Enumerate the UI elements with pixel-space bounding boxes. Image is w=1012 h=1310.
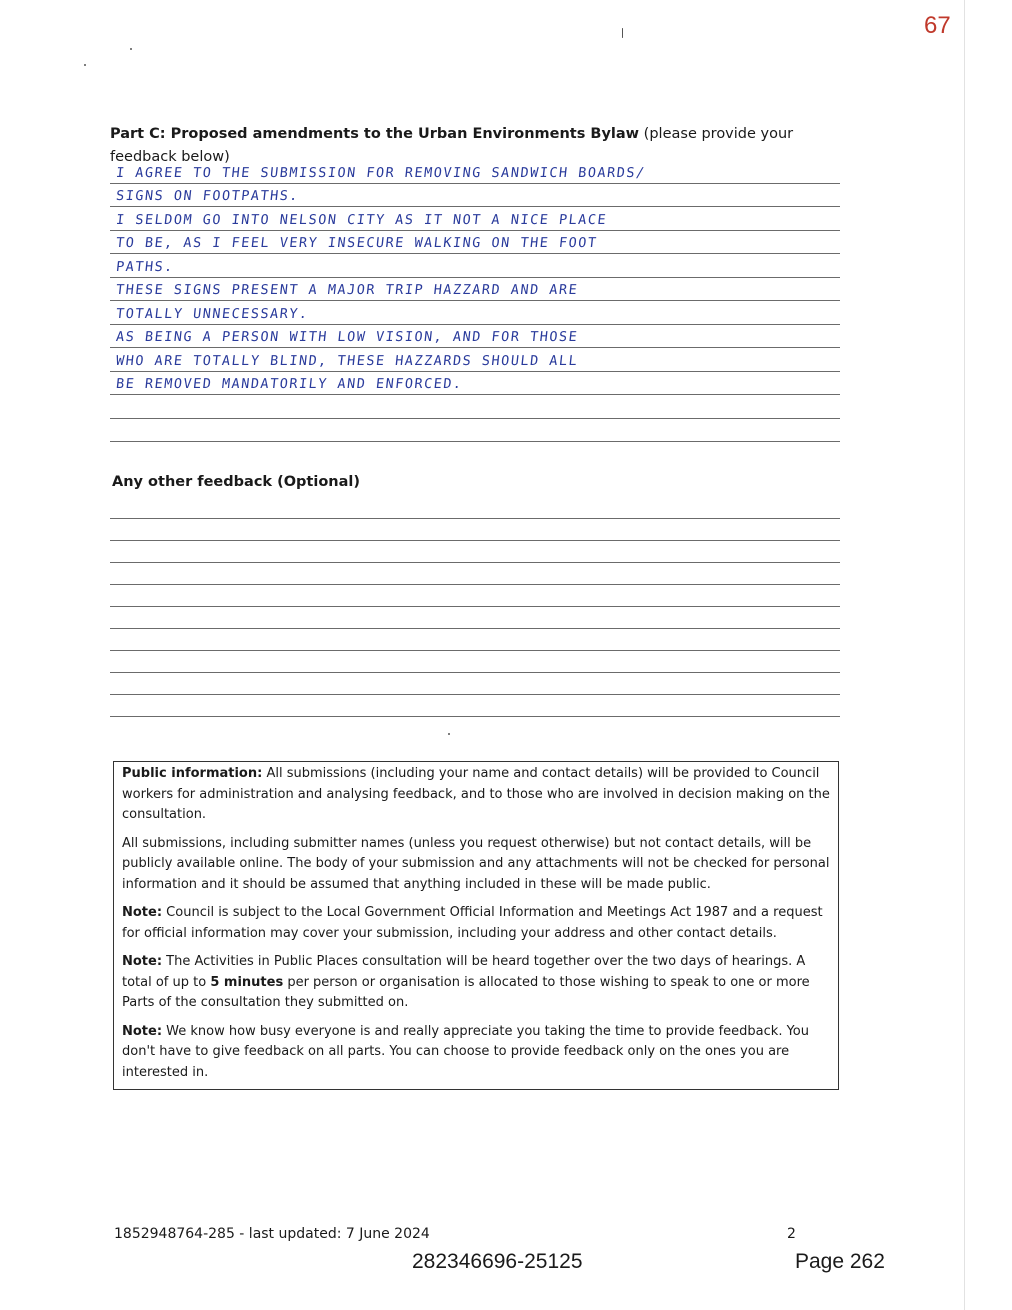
- handwritten-line: [110, 348, 840, 372]
- handwritten-text: BE REMOVED MANDATORILY AND ENFORCED.: [115, 376, 464, 392]
- note-label: Note:: [122, 905, 163, 920]
- handwritten-line: [110, 278, 840, 302]
- note-lgoima-text: Council is subject to the Local Government Official Information and Meetings Act 1987 and a request for official information may cover your submission, including your address and other contact details.: [122, 905, 823, 941]
- public-info-paragraph: [122, 764, 830, 826]
- handwritten-text: WHO ARE TOTALLY BLIND, THESE HAZZARDS SHOULD ALL: [115, 352, 579, 369]
- public-information-box: [113, 761, 839, 1090]
- feedback-line: [110, 541, 840, 563]
- public-info-text: All submissions (including your name and contact details) will be provided to Council workers for administration and analysing feedback, and to those who are involved in decision making on the consultation.: [122, 766, 830, 822]
- feedback-line: [110, 563, 840, 585]
- speaking-time: 5 minutes: [210, 974, 284, 990]
- note-hearings-text: The Activities in Public Places consultation will be heard together over the two days of hearings. A total of up to: [122, 954, 806, 990]
- note-hearings-paragraph: [122, 952, 830, 1014]
- handwritten-line: [110, 372, 840, 396]
- handwritten-text: TOTALLY UNNECESSARY.: [115, 305, 310, 322]
- handwritten-line: [110, 207, 840, 231]
- feedback-line: [110, 673, 840, 695]
- handwritten-line: [110, 231, 840, 255]
- handwritten-feedback-area[interactable]: [110, 160, 840, 442]
- note-label: Note:: [122, 1023, 163, 1039]
- feedback-line: [110, 607, 840, 629]
- note-hearings-text-end: per person or organisation is allocated to those wishing to speak to one or more Parts of the consultation they submitted on.: [122, 974, 810, 1010]
- handwritten-line: [110, 325, 840, 349]
- note-thanks-text: We know how busy everyone is and really appreciate you taking the time to provide feedback. You don't have to give feedback on all parts. You can choose to provide feedback only on the ones you are interested in.: [122, 1023, 809, 1080]
- handwritten-line: [110, 419, 840, 443]
- handwritten-line: [110, 395, 840, 419]
- scan-speck: [84, 64, 86, 66]
- note-thanks-paragraph: [122, 1022, 830, 1084]
- scan-speck: [130, 48, 132, 50]
- handwritten-text: I AGREE TO THE SUBMISSION FOR REMOVING SANDWICH BOARDS/: [115, 164, 647, 181]
- submissions-paragraph: All submissions, including submitter names (unless you request otherwise) but not contact details, will be publicly available online. The body of your submission and any attachments will not be checked for personal information and it should be assumed that anything included in these will be made public.: [122, 835, 830, 892]
- handwritten-line: [110, 254, 840, 278]
- handwritten-line: [110, 184, 840, 208]
- handwritten-line: [110, 301, 840, 325]
- footer-document-reference: 1852948764-285 - last updated: 7 June 2024: [114, 1226, 430, 1242]
- handwritten-text: AS BEING A PERSON WITH LOW VISION, AND FOR THOSE: [115, 329, 579, 345]
- other-feedback-title: Any other feedback (Optional): [112, 474, 361, 490]
- handwritten-line: [110, 160, 840, 184]
- handwritten-text: I SELDOM GO INTO NELSON CITY AS IT NOT A NICE PLACE: [115, 211, 608, 228]
- page-label: Page 262: [795, 1250, 885, 1273]
- note-label: Note:: [122, 954, 163, 969]
- handwritten-text: PATHS.: [115, 258, 175, 275]
- part-c-title: Part C: Proposed amendments to the Urban Environments Bylaw: [110, 126, 640, 142]
- feedback-line: [110, 497, 840, 519]
- feedback-line: [110, 629, 840, 651]
- handwritten-text: TO BE, AS I FEEL VERY INSECURE WALKING ON THE FOOT: [115, 235, 599, 251]
- handwritten-text: THESE SIGNS PRESENT A MAJOR TRIP HAZZARD AND ARE: [115, 282, 579, 298]
- part-c-instruction: (please provide your feedback below): [110, 126, 794, 165]
- note-lgoima-paragraph: [122, 903, 830, 944]
- feedback-line: [110, 651, 840, 673]
- record-id: 282346696-25125: [412, 1250, 583, 1273]
- scan-speck: [448, 733, 450, 735]
- handwritten-text: SIGNS ON FOOTPATHS.: [115, 188, 300, 204]
- feedback-line: [110, 519, 840, 541]
- corner-page-number: 67: [924, 12, 951, 39]
- feedback-line: [110, 585, 840, 607]
- footer-page-number: 2: [787, 1226, 796, 1242]
- feedback-line: [110, 695, 840, 717]
- public-info-label: Public information:: [122, 766, 263, 781]
- scan-speck: [622, 28, 623, 38]
- page-edge-line: [964, 0, 965, 1310]
- other-feedback-lines[interactable]: [110, 497, 840, 717]
